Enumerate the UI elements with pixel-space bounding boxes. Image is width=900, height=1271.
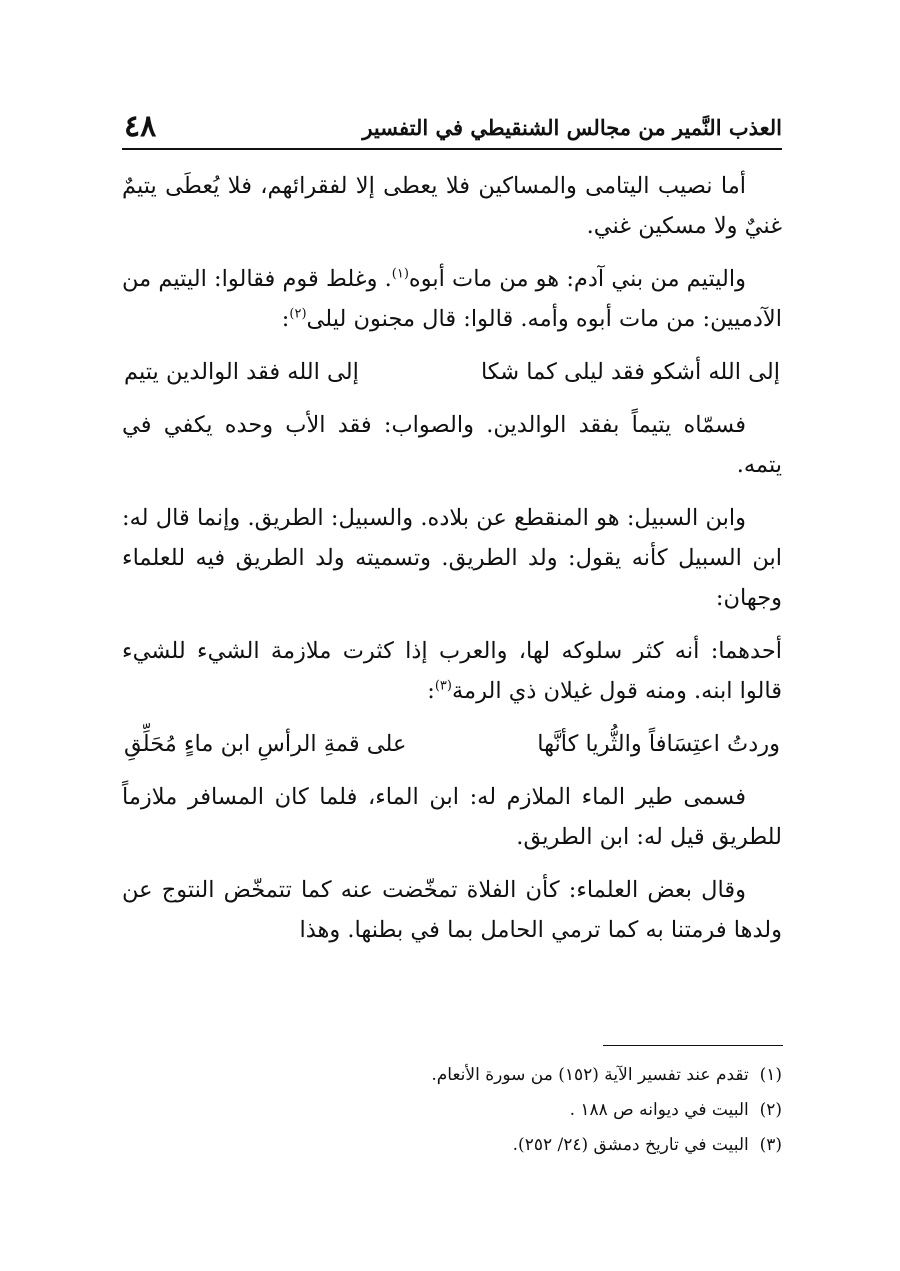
footnote-number: (٢) bbox=[759, 1100, 782, 1120]
verse-second-hemistich: على قمةِ الرأسِ ابن ماءٍ مُحَلِّقِ bbox=[124, 731, 407, 757]
page-number: ٤٨ bbox=[124, 109, 157, 144]
paragraph bbox=[122, 259, 782, 339]
footnote-separator bbox=[603, 1045, 783, 1046]
footnote bbox=[122, 1058, 782, 1093]
poetry-verse bbox=[122, 724, 782, 764]
paragraph: فسمى طير الماء الملازم له: ابن الماء، فلما كان المسافر ملازماً للطريق قيل له: ابن الطريق. bbox=[122, 784, 782, 850]
footnote-ref: (٣) bbox=[434, 678, 452, 694]
footnote-text: البيت في ديوانه ص ١٨٨ . bbox=[569, 1100, 749, 1120]
footnote-text: البيت في تاريخ دمشق (٢٤/ ٢٥٢). bbox=[512, 1135, 749, 1155]
verse-first-hemistich: إلى الله أشكو فقد ليلى كما شكا bbox=[480, 359, 780, 385]
footnote-number: (٣) bbox=[759, 1135, 782, 1155]
paragraph-text: واليتيم من بني آدم: هو من مات أبوه bbox=[408, 266, 746, 292]
footnote bbox=[122, 1093, 782, 1128]
poetry-verse bbox=[122, 352, 782, 392]
running-title: العذب النَّمير من مجالس الشنقيطي في التفسير bbox=[362, 115, 782, 140]
footnote-text: تقدم عند تفسير الآية (١٥٢) من سورة الأنعام. bbox=[431, 1065, 749, 1085]
paragraph-text: : bbox=[427, 678, 435, 704]
paragraph-text: : bbox=[281, 306, 290, 332]
footnote-number: (١) bbox=[759, 1065, 782, 1085]
verse-second-hemistich: إلى الله فقد الوالدين يتيم bbox=[124, 359, 359, 385]
paragraph bbox=[122, 631, 782, 711]
verse-first-hemistich: وردتُ اعتِسَافاً والثُّريا كأنَّها bbox=[537, 731, 780, 757]
page-header bbox=[122, 104, 782, 150]
footnote-ref: (٢) bbox=[289, 306, 307, 322]
footnotes bbox=[122, 1058, 782, 1163]
paragraph-text: . وغلط قوم فقالوا: اليتيم من الآدميين: من مات أبوه وأمه. قالوا: قال مجنون ليلى bbox=[122, 266, 782, 332]
footnote bbox=[122, 1128, 782, 1163]
paragraph: وابن السبيل: هو المنقطع عن بلاده. والسبيل: الطريق. وإنما قال له: ابن السبيل كأنه يقول: ولد الطريق. وتسميته ولد الطريق فيه للعلماء وجهان: bbox=[122, 505, 782, 611]
body-text bbox=[122, 166, 782, 963]
paragraph: أما نصيب اليتامى والمساكين فلا يعطى إلا لفقرائهم، فلا يُعطَى يتيمٌ غنيٌ ولا مسكين غني. bbox=[122, 173, 782, 239]
paragraph-text: أحدهما: أنه كثر سلوكه لها، والعرب إذا كثرت ملازمة الشيء للشيء قالوا ابنه. ومنه قول غيلان ذي الرمة bbox=[122, 638, 782, 704]
paragraph: وقال بعض العلماء: كأن الفلاة تمخّضت عنه كما تتمخّض النتوج عن ولدها فرمتنا به كما ترمي الحامل بما في بطنها. وهذا bbox=[122, 877, 782, 943]
footnote-ref: (١) bbox=[391, 266, 409, 282]
paragraph: فسمّاه يتيماً بفقد الوالدين. والصواب: فقد الأب وحده يكفي في يتمه. bbox=[122, 412, 782, 478]
